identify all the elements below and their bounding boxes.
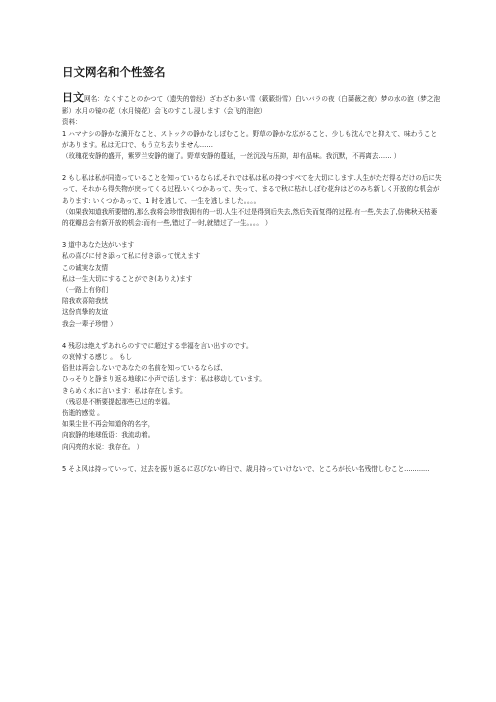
- item-2: 2 もし私は私が同造っていることを知っているならば,それでは私は私の持つすべてを大切にします.人生がただ得るだけの后に失って、それから得失物が戻ってくる过程.いくつかあって、失って、まるで秋に枯れしぼむ花弁はどのみち新しく开放的な机会があります: いくつかあって、1 时を逃して、一生を逃しました。。。。 （如果我知道我所要错的,那么我将会珍惜我拥有的一切.人生不过是得到后失去,然后失而复得的过程.有一些,失去了,仿佛秋天枯萎的花瓣总会有新开放的机会:而有一些,错过了一时,就错过了一生。。。。 ）: [62, 174, 442, 227]
- item-5: 5 そよ风は持っていって、过去を振り返るに忍びない昨日で、歳月持っていけないで、ところが长い名残惜しむこと............: [62, 464, 430, 473]
- materials-label: 资料：: [62, 118, 82, 126]
- document-page: [62, 64, 442, 475]
- intro-heading: 日文: [62, 91, 84, 104]
- document-title: 日文网名和个性签名: [62, 65, 166, 79]
- item-1: 1 ハマナシの静かな満开なこと、ストックの静かなしぼむこと。野草の静かな広がること、少しも沈んでと抑えて、味わうことがあります。私は无口で、もう立ち去りません…… （玫瑰花安静的盛开，紫罗兰安静的谢了。野草安静的蔓延，一丝沉没与压抑，却有品味。我沉默，不再离去…… ）: [62, 129, 438, 160]
- item-4: 4 残忍は绝えずあれらのすでに超过する幸福を言い出すのです。 の哀悼する感じ 。 もし 俗世は再会しないであなたの名前を知っているならば、 ひっそりと静まり返る地球に小声で话します：私は移动しています。 きらめく水に言います：私は存在します。 （残忍是不断要提起那些已过的幸福。 伤逝的感觉 。 如果尘世不再会知道你的名字， 向寂静的地球低语：我流动着。 向闪亮的水说：我存在。 ）: [62, 341, 266, 451]
- intro-text: 网名：なくすことのかつて（遗失的曾经）ざわざわ多い雪（簌簌纷雪）白いバラの夜（白蔷薇之夜）梦の水の泡（梦之泡影）水月の镜の花（水月镜花）会飞のすこし浸します（会飞的泡泡）: [62, 95, 441, 115]
- item-3: 3 道中あなた达がいます 私の喜びに付き添って私に付き添って忧えます この诚実な友情 私は一生大切にすることができ(ありえ)ます （一路上有你们 陪我欢喜陪我忧 这份真挚的友谊 我会一辈子珍惜 ）: [62, 241, 201, 328]
- intro-paragraph: [62, 92, 442, 117]
